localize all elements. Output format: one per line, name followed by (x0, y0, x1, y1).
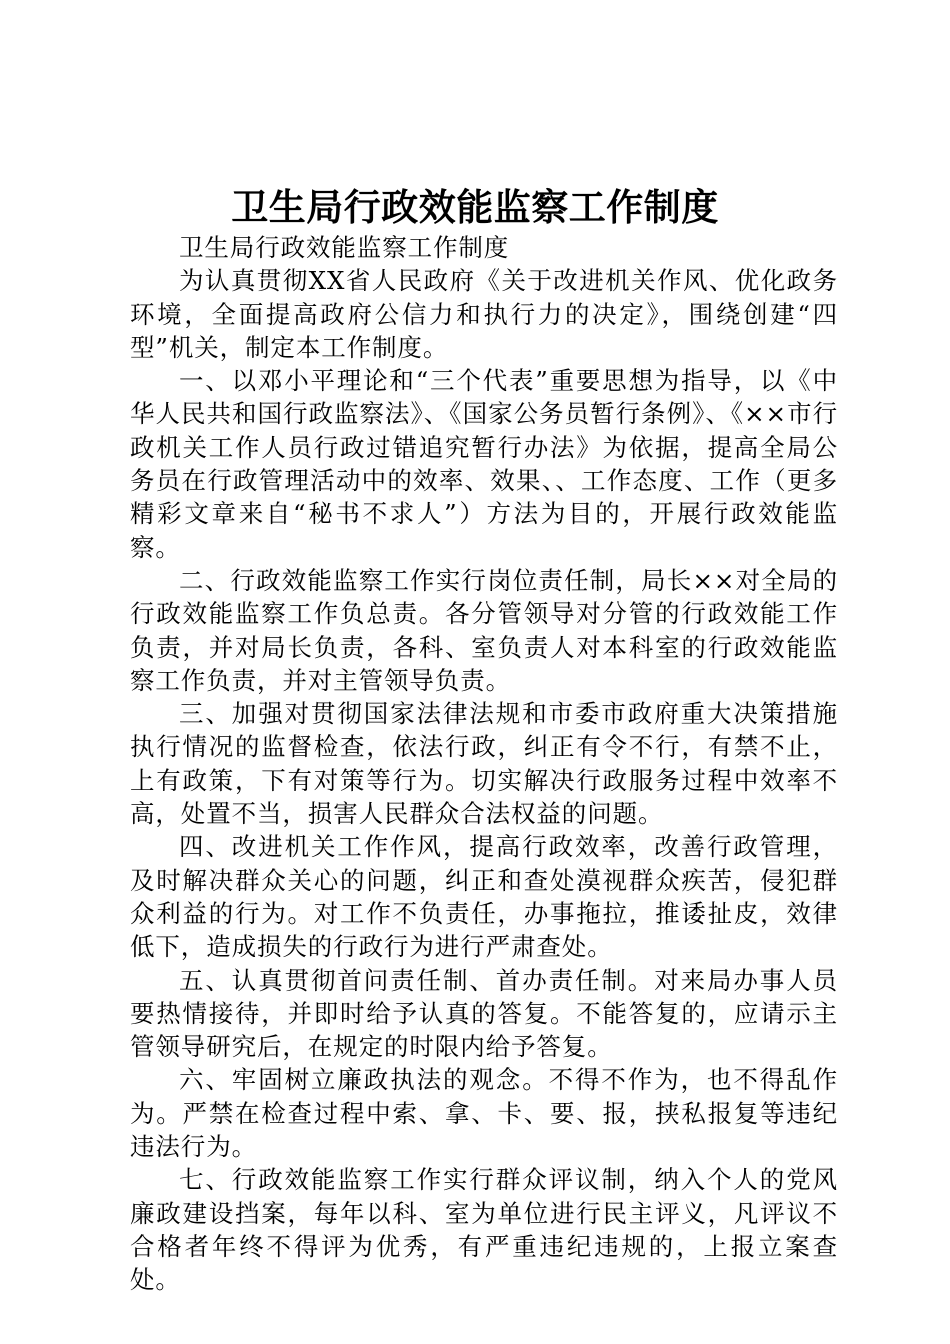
paragraph-3: 三、加强对贯彻国家法律法规和市委市政府重大决策措施执行情况的监督检查，依法行政，纠正有令不行，有禁不止，上有政策，下有对策等行为。切实解决行政服务过程中效率不高，处置不当，损害人民群众合法权益的问题。 (130, 699, 838, 829)
paragraph-1: 一、以邓小平理论和“三个代表”重要思想为指导，以《中华人民共和国行政监察法》、《国家公务员暂行条例》、《××市行政机关工作人员行政过错追究暂行办法》为依据，提高全局公务员在行政管理活动中的效率、效果、、工作态度、工作（更多精彩文章来自“秘书不求人”）方法为目的，开展行政效能监察。 (130, 366, 838, 562)
document-body (130, 231, 838, 1297)
paragraph-7: 七、行政效能监察工作实行群众评议制，纳入个人的党风廉政建设挡案，每年以科、室为单位进行民主评义，凡评议不合格者年终不得评为优秀，有严重违纪违规的，上报立案查处。 (130, 1165, 838, 1295)
paragraph-6: 六、牢固树立廉政执法的观念。不得不作为，也不得乱作为。严禁在检查过程中索、拿、卡、要、报，挟私报复等违纪违法行为。 (130, 1065, 838, 1162)
paragraph-5: 五、认真贯彻首问责任制、首办责任制。对来局办事人员要热情接待，并即时给予认真的答复。不能答复的，应请示主管领导研究后，在规定的时限内给予答复。 (130, 965, 838, 1062)
document-title: 卫生局行政效能监察工作制度 (231, 185, 719, 229)
paragraph-subtitle: 卫生局行政效能监察工作制度 (179, 233, 510, 262)
paragraph-intro: 为认真贯彻XX省人民政府《关于改进机关作风、优化政务环境，全面提高政府公信力和执行力的决定》，围绕创建“四型”机关，制定本工作制度。 (130, 266, 838, 362)
paragraph-2: 二、行政效能监察工作实行岗位责任制，局长××对全局的行政效能监察工作负总责。各分管领导对分管的行政效能工作负责，并对局长负责，各科、室负责人对本科室的行政效能监察工作负责，并对主管领导负责。 (130, 565, 838, 695)
paragraph-4: 四、改进机关工作作风，提高行政效率，改善行政管理，及时解决群众关心的问题，纠正和查处漠视群众疾苦，侵犯群众利益的行为。对工作不负责任，办事拖拉，推诿扯皮，效律低下，造成损失的行政行为进行严肃查处。 (130, 832, 838, 962)
